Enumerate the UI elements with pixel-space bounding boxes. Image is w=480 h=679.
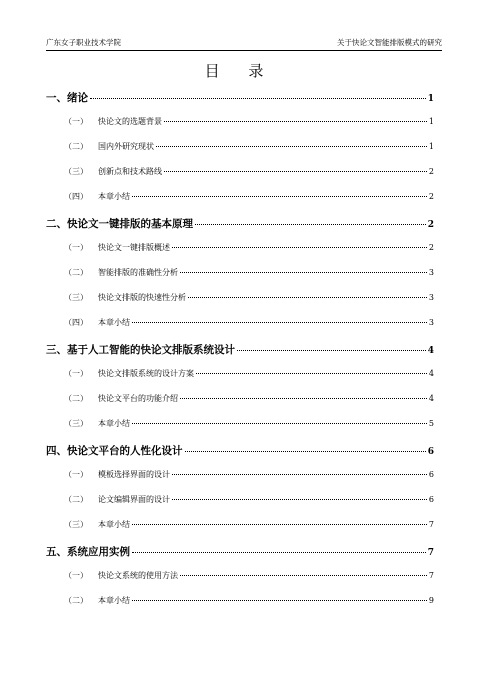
toc-entry[interactable] (46, 317, 434, 328)
toc-chapter-3[interactable] (46, 342, 434, 357)
dot-leader (132, 423, 427, 424)
entry-title: 本章小结 (98, 520, 130, 529)
page-number: 6 (427, 447, 434, 457)
toc-entry[interactable] (46, 595, 434, 606)
page-number: 3 (428, 268, 434, 277)
toc-entry[interactable] (46, 191, 434, 202)
toc-entry[interactable] (46, 166, 434, 177)
entry-number: （二） (64, 495, 88, 504)
entry-number: （二） (64, 142, 88, 151)
page-number: 4 (428, 394, 434, 403)
entry-number: （三） (64, 520, 88, 529)
dot-leader (132, 600, 427, 601)
toc-entry[interactable] (46, 393, 434, 404)
entry-number: （二） (64, 596, 88, 605)
page-number: 9 (428, 596, 434, 605)
entry-title: 本章小结 (98, 419, 130, 428)
dot-leader (164, 171, 427, 172)
chapter-number: 五、 (46, 546, 67, 558)
page-number: 6 (428, 495, 434, 504)
toc-entry[interactable] (46, 418, 434, 429)
toc-entry[interactable] (46, 469, 434, 480)
dot-leader (180, 272, 427, 273)
page-number: 2 (428, 192, 434, 201)
chapter-title: 绪论 (67, 92, 88, 104)
entry-number: （三） (64, 167, 88, 176)
entry-title: 本章小结 (98, 192, 130, 201)
toc-chapter-2[interactable] (46, 216, 434, 231)
toc-entry[interactable] (46, 368, 434, 379)
page-number: 4 (427, 346, 434, 356)
toc-entry[interactable] (46, 494, 434, 505)
entry-number: （一） (64, 243, 88, 252)
page-number: 7 (428, 520, 434, 529)
entry-number: （一） (64, 369, 88, 378)
dot-leader (164, 121, 427, 122)
dot-leader (172, 474, 427, 475)
page-number: 3 (428, 318, 434, 327)
page-number: 1 (428, 117, 434, 126)
toc-entry[interactable] (46, 292, 434, 303)
entry-number: （二） (64, 394, 88, 403)
page-number: 5 (428, 419, 434, 428)
chapter-title: 快论文一键排版的基本原理 (67, 218, 193, 230)
dot-leader (185, 451, 426, 452)
chapter-number: 三、 (46, 344, 67, 356)
chapter-number: 二、 (46, 218, 67, 230)
toc-entry[interactable] (46, 519, 434, 530)
entry-title: 论文编辑界面的设计 (98, 495, 170, 504)
entry-number: （二） (64, 268, 88, 277)
dot-leader (180, 575, 427, 576)
header-left-text: 广东女子职业技术学院 (46, 38, 121, 47)
entry-number: （一） (64, 117, 88, 126)
chapter-number: 四、 (46, 445, 67, 457)
entry-title: 快论文的选题背景 (98, 117, 162, 126)
dot-leader (172, 499, 427, 500)
toc-chapter-1[interactable] (46, 90, 434, 105)
entry-title: 快论文排版系统的设计方案 (98, 369, 194, 378)
dot-leader (132, 552, 426, 553)
dot-leader (90, 98, 426, 99)
entry-number: （一） (64, 470, 88, 479)
chapter-number: 一、 (46, 92, 67, 104)
dot-leader (180, 398, 427, 399)
page-number: 2 (427, 220, 434, 230)
dot-leader (132, 322, 427, 323)
entry-number: （四） (64, 192, 88, 201)
entry-title: 本章小结 (98, 596, 130, 605)
entry-number: （一） (64, 571, 88, 580)
page-header (46, 34, 442, 51)
chapter-title: 系统应用实例 (67, 546, 130, 558)
entry-number: （四） (64, 318, 88, 327)
entry-number: （三） (64, 293, 88, 302)
header-right-text: 关于快论文智能排版模式的研究 (337, 38, 442, 47)
toc-chapter-4[interactable] (46, 443, 434, 458)
page-number: 2 (428, 167, 434, 176)
toc-title: 目 录 (204, 62, 276, 80)
dot-leader (188, 297, 427, 298)
dot-leader (156, 146, 427, 147)
page-number: 7 (428, 571, 434, 580)
entry-title: 创新点和技术路线 (98, 167, 162, 176)
dot-leader (172, 247, 427, 248)
chapter-title: 快论文平台的人性化设计 (67, 445, 183, 457)
toc-entry[interactable] (46, 267, 434, 278)
entry-title: 快论文排版的快速性分析 (98, 293, 186, 302)
toc-entry[interactable] (46, 570, 434, 581)
dot-leader (196, 373, 427, 374)
entry-title: 快论文平台的功能介绍 (98, 394, 178, 403)
entry-title: 国内外研究现状 (98, 142, 154, 151)
toc-entry[interactable] (46, 116, 434, 127)
dot-leader (237, 350, 426, 351)
entry-title: 模板选择界面的设计 (98, 470, 170, 479)
entry-title: 快论文系统的使用方法 (98, 571, 178, 580)
chapter-title: 基于人工智能的快论文排版系统设计 (67, 344, 235, 356)
page-number: 1 (428, 142, 434, 151)
toc-entry[interactable] (46, 141, 434, 152)
page-number: 6 (428, 470, 434, 479)
toc-entry[interactable] (46, 242, 434, 253)
page-number: 1 (427, 94, 434, 104)
entry-title: 快论文一键排版概述 (98, 243, 170, 252)
entry-number: （三） (64, 419, 88, 428)
page-number: 7 (427, 548, 434, 558)
entry-title: 本章小结 (98, 318, 130, 327)
page-number: 2 (428, 243, 434, 252)
page-number: 3 (428, 293, 434, 302)
entry-title: 智能排版的准确性分析 (98, 268, 178, 277)
toc-chapter-5[interactable] (46, 544, 434, 559)
page-number: 4 (428, 369, 434, 378)
dot-leader (132, 196, 427, 197)
dot-leader (195, 224, 426, 225)
dot-leader (132, 524, 427, 525)
